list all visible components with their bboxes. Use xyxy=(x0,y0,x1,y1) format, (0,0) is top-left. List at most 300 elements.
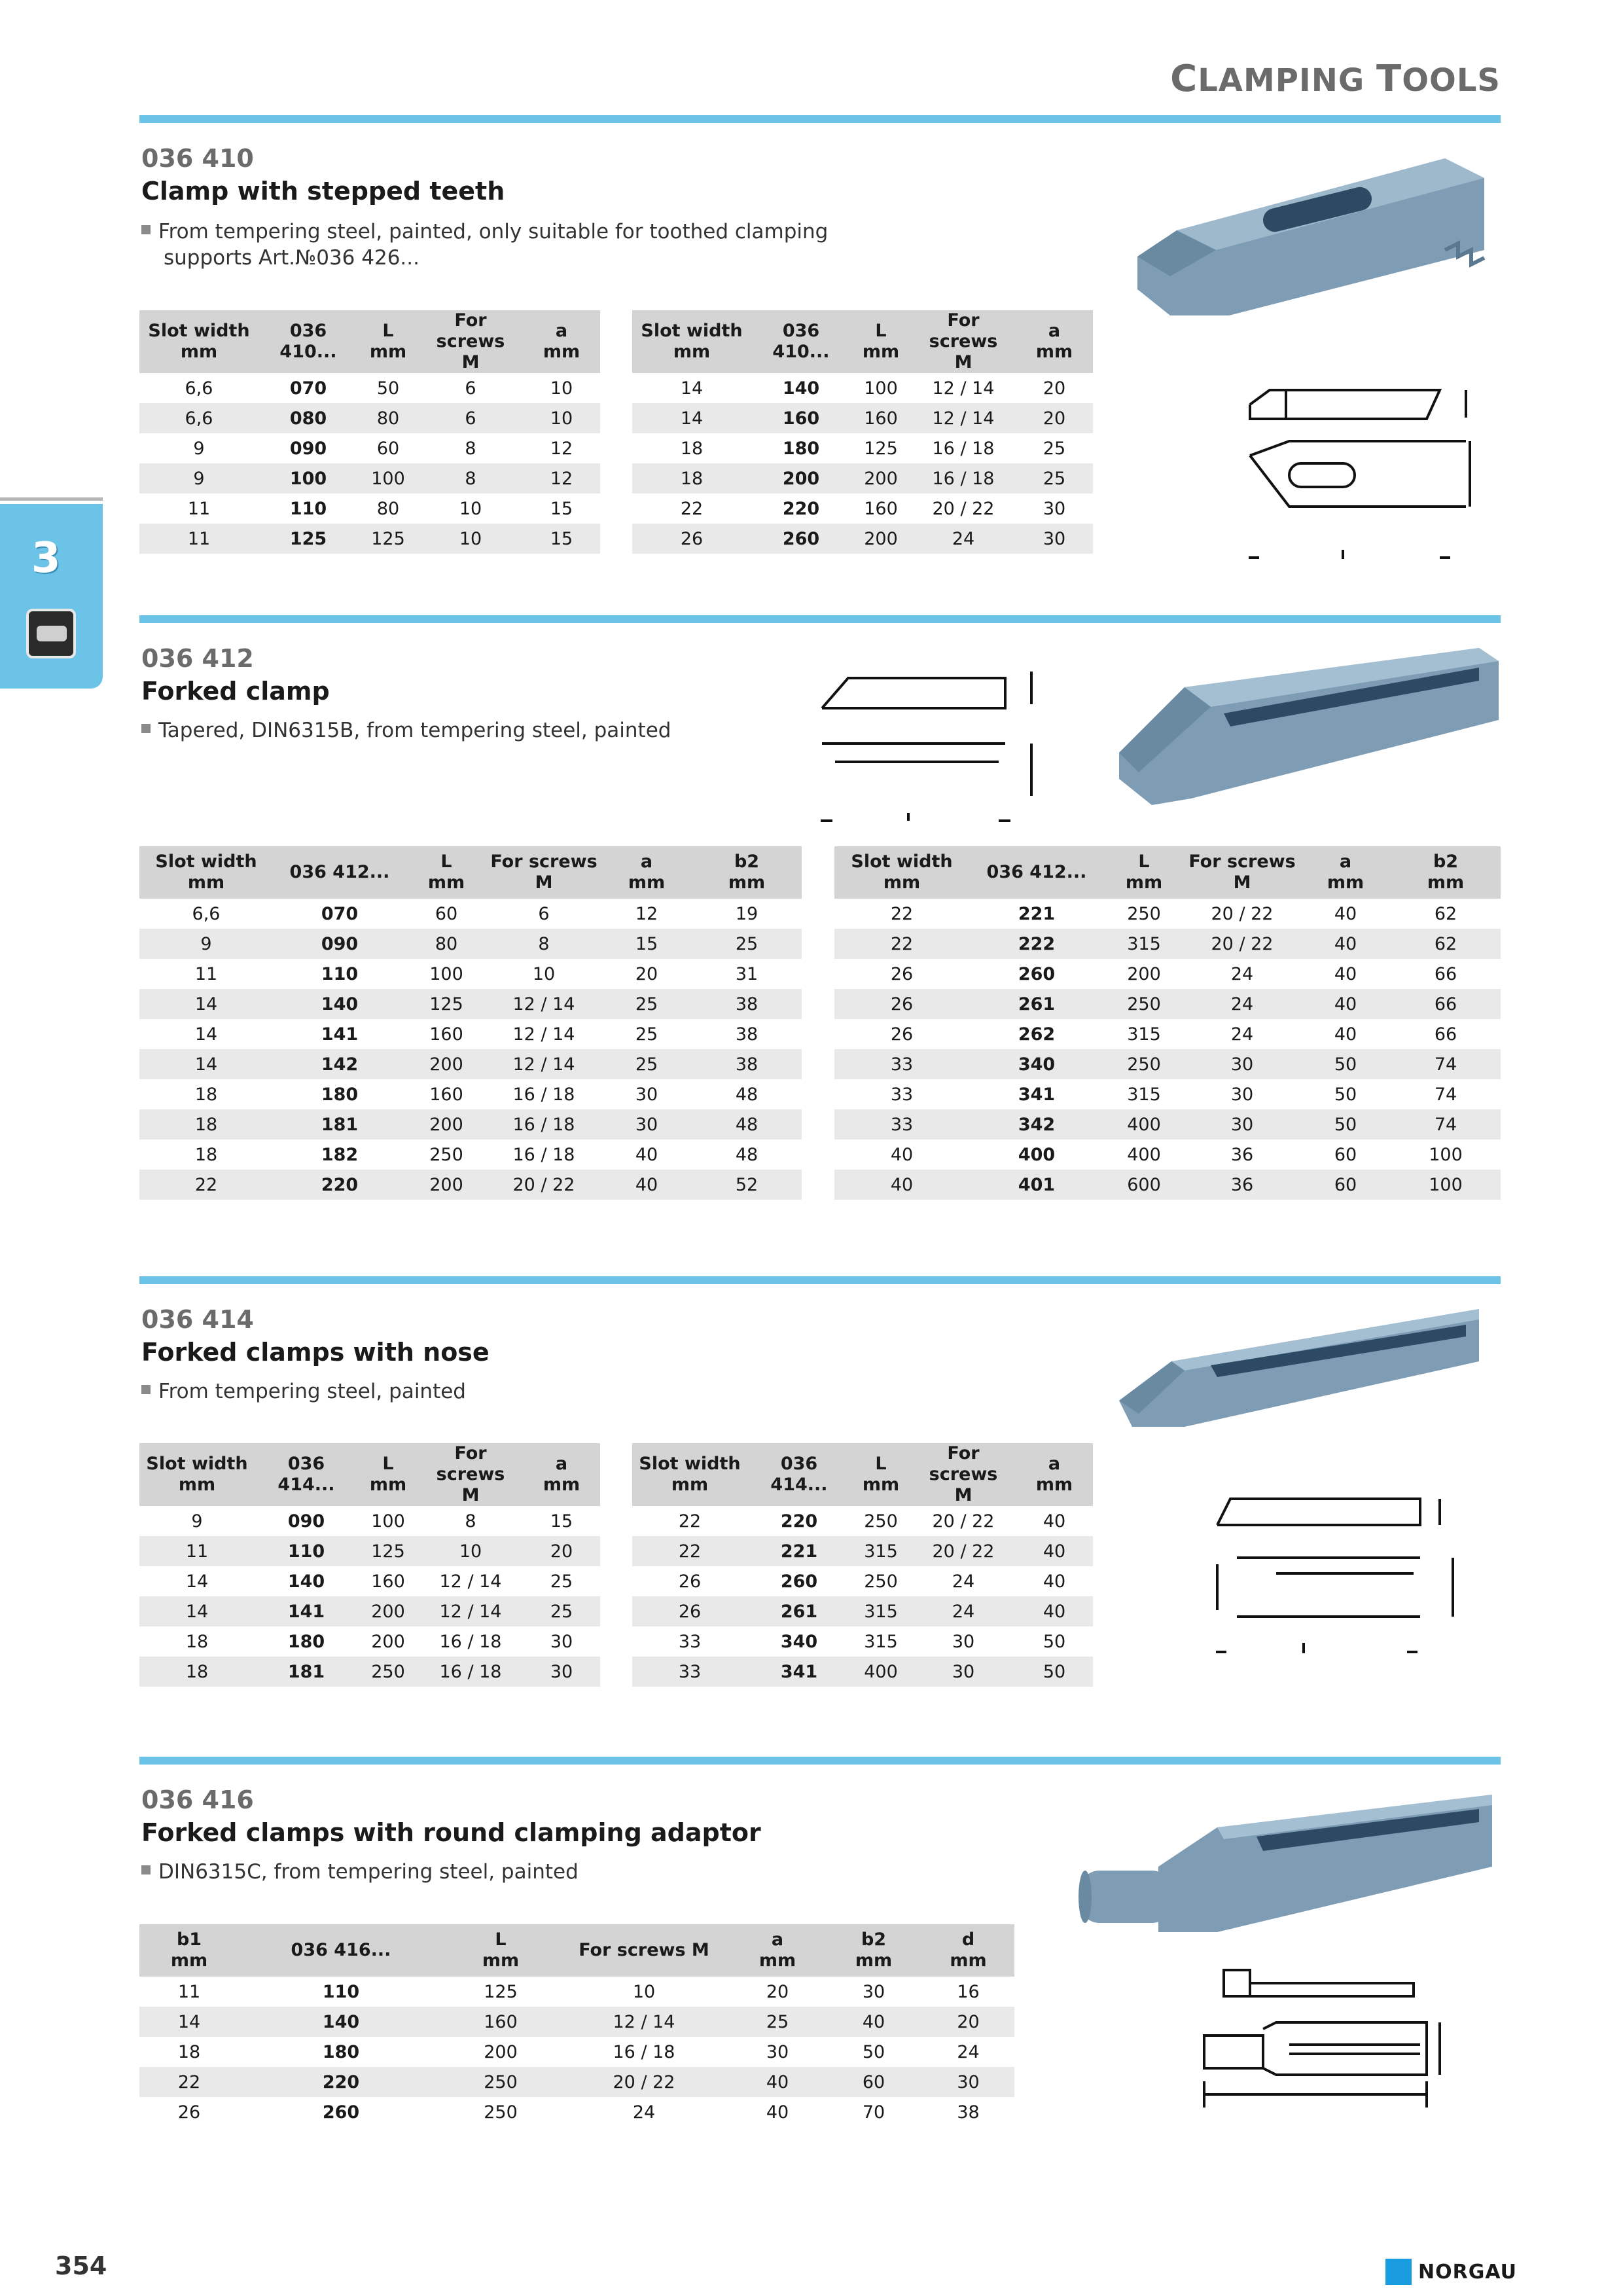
table-cell: 74 xyxy=(1391,1049,1501,1079)
table-cell: 100 xyxy=(1429,1144,1463,1165)
table-row xyxy=(834,929,1501,959)
brand-logo xyxy=(1385,2257,1517,2286)
table-row xyxy=(139,1657,600,1687)
table-cell: 40 xyxy=(825,2007,922,2037)
table-cell: 30 xyxy=(523,1657,600,1687)
table-cell: 26 xyxy=(890,963,914,984)
table-cell: 142 xyxy=(273,1049,406,1079)
table-cell: 160 xyxy=(751,403,851,433)
table-cell: 16 xyxy=(957,1981,980,2002)
table-cell: 220 xyxy=(273,1170,406,1200)
table-cell: 315 xyxy=(864,1631,898,1652)
table-cell: 8 xyxy=(465,1511,476,1532)
table-cell: 60 xyxy=(376,438,400,459)
col-slot-width: Slot width mm xyxy=(139,1443,255,1506)
table-cell: 200 xyxy=(1127,963,1161,984)
table-cell: 30 xyxy=(1230,1084,1254,1105)
table-cell: 12 / 14 xyxy=(439,1571,502,1592)
table-cell: 125 xyxy=(864,438,898,459)
table-cell: 10 xyxy=(550,378,573,399)
table-cell: 36 xyxy=(1184,1170,1300,1200)
table-cell: 14 xyxy=(139,1049,273,1079)
col-screws: For screws M xyxy=(558,1924,730,1977)
table-cell: 30 xyxy=(550,1631,573,1652)
col-length: L mm xyxy=(406,846,486,899)
brand-name: NORGAU xyxy=(1418,2260,1517,2284)
table-cell: 26 xyxy=(834,989,969,1019)
table-cell: 090 xyxy=(273,929,406,959)
table-cell: 10 xyxy=(418,524,523,554)
table-cell: 315 xyxy=(1104,929,1184,959)
table-cell: 15 xyxy=(550,498,573,519)
bullet-icon xyxy=(141,225,151,234)
table-row xyxy=(632,1657,1093,1687)
table-cell: 30 xyxy=(911,1657,1016,1687)
table-cell: 22 xyxy=(139,1170,273,1200)
table-cell: 26 xyxy=(678,1571,702,1592)
table-cell: 6,6 xyxy=(139,403,259,433)
table-cell: 10 xyxy=(532,963,556,984)
table-cell: 10 xyxy=(459,498,482,519)
table-cell: 8 xyxy=(465,438,476,459)
col-length: L mm xyxy=(1104,846,1184,899)
table-cell: 25 xyxy=(730,2007,825,2037)
table-row xyxy=(139,2007,1014,2037)
table-cell: 30 xyxy=(952,1631,975,1652)
table-cell: 22 xyxy=(890,903,914,924)
table-row xyxy=(632,463,1093,493)
table-cell: 250 xyxy=(1104,1049,1184,1079)
spec-table-left xyxy=(139,310,600,554)
table-header-row xyxy=(139,310,600,373)
table-cell: 40 xyxy=(834,1170,969,1200)
table-cell: 40 xyxy=(1016,1536,1093,1566)
table-cell: 38 xyxy=(957,2102,980,2123)
table-cell: 8 xyxy=(486,929,601,959)
table-row xyxy=(834,1079,1501,1109)
col-screws: For screws M xyxy=(486,846,601,899)
table-row xyxy=(834,989,1501,1019)
table-row xyxy=(139,1506,600,1536)
col-slot-width: Slot width mm xyxy=(834,846,969,899)
table-cell: 200 xyxy=(751,463,851,493)
table-row xyxy=(139,524,600,554)
table-cell: 200 xyxy=(406,1109,486,1139)
col-length: L mm xyxy=(358,1443,418,1506)
chapter-tab[interactable] xyxy=(0,504,103,689)
table-cell: 15 xyxy=(523,524,600,554)
table-cell: 26 xyxy=(177,2102,201,2123)
table-cell: 9 xyxy=(139,929,273,959)
table-cell: 30 xyxy=(635,1084,658,1105)
table-header-row xyxy=(632,310,1093,373)
side-tab-divider xyxy=(0,497,103,501)
table-cell: 30 xyxy=(922,2067,1014,2097)
spec-table-right xyxy=(632,310,1093,554)
table-cell: 19 xyxy=(735,903,758,924)
table-row xyxy=(139,1536,600,1566)
table-cell: 125 xyxy=(406,989,486,1019)
table-header-row xyxy=(139,1443,600,1506)
table-cell: 11 xyxy=(139,1536,255,1566)
table-row xyxy=(834,1139,1501,1170)
table-cell: 6,6 xyxy=(185,378,213,399)
table-cell: 48 xyxy=(735,1144,758,1165)
table-cell: 261 xyxy=(747,1596,851,1626)
table-cell: 25 xyxy=(523,1596,600,1626)
table-header-row xyxy=(139,846,802,899)
table-cell: 261 xyxy=(969,989,1104,1019)
table-cell: 16 / 18 xyxy=(486,1109,601,1139)
table-cell: 16 / 18 xyxy=(911,463,1016,493)
col-a: a mm xyxy=(601,846,692,899)
table-cell: 20 xyxy=(635,963,658,984)
table-cell: 110 xyxy=(289,498,327,519)
table-cell: 12 / 14 xyxy=(486,1049,601,1079)
table-cell: 50 xyxy=(376,378,400,399)
table-cell: 20 / 22 xyxy=(911,1536,1016,1566)
forked-clamp-adaptor-photo xyxy=(1073,1788,1505,1952)
table-cell: 24 xyxy=(952,1571,975,1592)
table-cell: 260 xyxy=(751,524,851,554)
table-cell: 25 xyxy=(635,1024,658,1045)
table-cell: 22 xyxy=(139,2067,239,2097)
table-cell: 60 xyxy=(1300,1170,1391,1200)
table-cell: 11 xyxy=(187,498,211,519)
table-cell: 220 xyxy=(782,498,820,519)
section-title: Clamp with stepped teeth xyxy=(141,177,505,206)
table-cell: 250 xyxy=(864,1571,898,1592)
table-cell: 160 xyxy=(851,403,911,433)
col-article: 036 410... xyxy=(259,310,358,373)
table-cell: 33 xyxy=(632,1657,747,1687)
table-cell: 40 xyxy=(601,1170,692,1200)
table-cell: 315 xyxy=(851,1536,911,1566)
section-title: Forked clamps with round clamping adaptor xyxy=(141,1818,761,1847)
table-cell: 62 xyxy=(1391,929,1501,959)
table-row xyxy=(139,989,802,1019)
table-row xyxy=(139,1139,802,1170)
table-cell: 140 xyxy=(239,2007,443,2037)
table-cell: 24 xyxy=(911,1596,1016,1626)
table-row xyxy=(632,1596,1093,1626)
table-row xyxy=(139,493,600,524)
table-cell: 30 xyxy=(1016,524,1093,554)
table-cell: 125 xyxy=(484,1981,518,2002)
table-cell: 11 xyxy=(177,1981,201,2002)
table-cell: 9 xyxy=(193,438,205,459)
table-cell: 200 xyxy=(851,524,911,554)
table-cell: 25 xyxy=(1043,438,1066,459)
table-cell: 9 xyxy=(139,463,259,493)
col-slot-width: Slot width mm xyxy=(139,310,259,373)
table-row xyxy=(834,1170,1501,1200)
table-cell: 10 xyxy=(418,1536,523,1566)
table-cell: 141 xyxy=(255,1596,358,1626)
table-cell: 20 / 22 xyxy=(932,1511,995,1532)
table-cell: 20 xyxy=(922,2007,1014,2037)
col-article: 036 410... xyxy=(751,310,851,373)
spec-table-left xyxy=(139,846,802,1200)
table-cell: 18 xyxy=(139,1109,273,1139)
table-row xyxy=(139,899,802,929)
table-row xyxy=(139,1019,802,1049)
table-cell: 221 xyxy=(1018,903,1056,924)
col-article: 036 414... xyxy=(747,1443,851,1506)
table-row xyxy=(139,433,600,463)
table-row xyxy=(632,1536,1093,1566)
table-cell: 50 xyxy=(1016,1657,1093,1687)
col-a: a mm xyxy=(1016,1443,1093,1506)
table-cell: 160 xyxy=(864,498,898,519)
table-row xyxy=(632,1566,1093,1596)
table-cell: 100 xyxy=(259,463,358,493)
bullet-icon xyxy=(141,724,151,733)
col-b1: b1 mm xyxy=(139,1924,239,1977)
table-cell: 6 xyxy=(538,903,550,924)
table-cell: 181 xyxy=(273,1109,406,1139)
table-cell: 20 xyxy=(766,1981,789,2002)
table-cell: 50 xyxy=(1300,1109,1391,1139)
col-a: a mm xyxy=(1016,310,1093,373)
table-cell: 40 xyxy=(1334,903,1357,924)
table-row xyxy=(139,1170,802,1200)
table-row xyxy=(632,493,1093,524)
table-cell: 250 xyxy=(484,2102,518,2123)
col-screws: For screws M xyxy=(911,310,1016,373)
table-cell: 80 xyxy=(406,929,486,959)
table-cell: 20 xyxy=(1016,403,1093,433)
table-cell: 24 xyxy=(1184,989,1300,1019)
table-cell: 25 xyxy=(550,1571,573,1592)
table-row xyxy=(632,403,1093,433)
table-row xyxy=(834,1109,1501,1139)
table-cell: 12 / 14 xyxy=(558,2007,730,2037)
table-cell: 340 xyxy=(969,1049,1104,1079)
col-screws: For screws M xyxy=(1184,846,1300,899)
table-row xyxy=(139,1049,802,1079)
table-cell: 222 xyxy=(969,929,1104,959)
table-cell: 66 xyxy=(1434,963,1457,984)
table-cell: 110 xyxy=(321,963,359,984)
table-cell: 50 xyxy=(1043,1631,1066,1652)
table-cell: 180 xyxy=(782,438,820,459)
table-row xyxy=(139,1626,600,1657)
table-cell: 20 / 22 xyxy=(486,1170,601,1200)
table-cell: 400 xyxy=(1127,1144,1161,1165)
col-length: L mm xyxy=(851,1443,911,1506)
table-cell: 30 xyxy=(1184,1109,1300,1139)
table-cell: 141 xyxy=(321,1024,359,1045)
table-row xyxy=(632,373,1093,403)
table-row xyxy=(139,1566,600,1596)
table-row xyxy=(139,1596,600,1626)
table-cell: 110 xyxy=(255,1536,358,1566)
table-cell: 18 xyxy=(680,438,704,459)
table-cell: 60 xyxy=(435,903,458,924)
table-cell: 160 xyxy=(443,2007,558,2037)
table-cell: 15 xyxy=(601,929,692,959)
table-cell: 12 / 14 xyxy=(486,989,601,1019)
table-cell: 160 xyxy=(371,1571,405,1592)
table-cell: 070 xyxy=(289,378,327,399)
section-divider xyxy=(139,615,1501,623)
table-cell: 16 / 18 xyxy=(418,1657,523,1687)
table-cell: 52 xyxy=(692,1170,802,1200)
table-cell: 33 xyxy=(678,1631,702,1652)
table-row xyxy=(139,1977,1014,2007)
logo-square-icon xyxy=(1385,2259,1412,2285)
stepped-clamp-photo xyxy=(1131,152,1497,322)
table-cell: 14 xyxy=(139,989,273,1019)
section-description: Tapered, DIN6315B, from tempering steel, painted xyxy=(141,717,671,744)
table-row xyxy=(834,899,1501,929)
table-cell: 400 xyxy=(1018,1144,1056,1165)
col-slot-width: Slot width mm xyxy=(632,1443,747,1506)
table-cell: 200 xyxy=(406,1170,486,1200)
table-cell: 16 / 18 xyxy=(439,1631,502,1652)
spec-table-left xyxy=(139,1443,600,1687)
table-cell: 342 xyxy=(969,1109,1104,1139)
chapter-number: 3 xyxy=(31,534,61,583)
table-cell: 30 xyxy=(862,1981,885,2002)
table-cell: 22 xyxy=(678,1511,702,1532)
table-row xyxy=(139,959,802,989)
col-length: L mm xyxy=(443,1924,558,1977)
table-cell: 50 xyxy=(1334,1084,1357,1105)
table-cell: 36 xyxy=(1230,1144,1254,1165)
table-cell: 12 / 14 xyxy=(418,1596,523,1626)
table-cell: 100 xyxy=(358,463,418,493)
table-cell: 48 xyxy=(735,1084,758,1105)
table-cell: 18 xyxy=(632,463,751,493)
table-cell: 12 xyxy=(635,903,658,924)
table-cell: 401 xyxy=(969,1170,1104,1200)
table-cell: 250 xyxy=(358,1657,418,1687)
table-cell: 160 xyxy=(429,1084,463,1105)
table-header-row xyxy=(834,846,1501,899)
col-b2: b2 mm xyxy=(692,846,802,899)
col-article: 036 412... xyxy=(273,846,406,899)
table-cell: 80 xyxy=(358,403,418,433)
table-cell: 25 xyxy=(601,989,692,1019)
table-cell: 080 xyxy=(259,403,358,433)
table-cell: 140 xyxy=(273,989,406,1019)
table-row xyxy=(632,1626,1093,1657)
table-cell: 110 xyxy=(322,1981,360,2002)
table-cell: 60 xyxy=(825,2067,922,2097)
table-cell: 14 xyxy=(680,378,704,399)
table-cell: 22 xyxy=(680,498,704,519)
table-cell: 40 xyxy=(1334,963,1357,984)
table-cell: 6 xyxy=(418,403,523,433)
section-divider xyxy=(139,1757,1501,1765)
table-cell: 341 xyxy=(1018,1084,1056,1105)
table-row xyxy=(632,524,1093,554)
table-cell: 250 xyxy=(864,1511,898,1532)
table-cell: 60 xyxy=(1334,1144,1357,1165)
table-cell: 24 xyxy=(1230,1024,1254,1045)
table-row xyxy=(139,929,802,959)
bullet-icon xyxy=(141,1385,151,1394)
table-cell: 14 xyxy=(194,1024,218,1045)
table-row xyxy=(139,2097,1014,2127)
table-cell: 14 xyxy=(139,1596,255,1626)
table-cell: 20 / 22 xyxy=(1211,903,1274,924)
forked-clamp-drawing xyxy=(809,658,1071,829)
table-cell: 8 xyxy=(418,463,523,493)
table-cell: 20 / 22 xyxy=(932,498,995,519)
col-article: 036 414... xyxy=(255,1443,358,1506)
table-cell: 50 xyxy=(1300,1049,1391,1079)
table-cell: 31 xyxy=(735,963,758,984)
table-cell: 180 xyxy=(321,1084,359,1105)
col-a: a mm xyxy=(523,310,600,373)
table-cell: 182 xyxy=(321,1144,359,1165)
table-cell: 16 / 18 xyxy=(613,2041,675,2062)
table-cell: 18 xyxy=(185,1631,209,1652)
table-header-row xyxy=(632,1443,1093,1506)
table-cell: 100 xyxy=(371,1511,405,1532)
spec-table xyxy=(139,1924,1014,2127)
table-cell: 315 xyxy=(1127,1024,1161,1045)
table-cell: 40 xyxy=(635,1144,658,1165)
table-cell: 220 xyxy=(780,1511,818,1532)
table-cell: 180 xyxy=(322,2041,360,2062)
table-cell: 74 xyxy=(1434,1084,1457,1105)
table-cell: 125 xyxy=(358,1536,418,1566)
table-cell: 30 xyxy=(1043,498,1066,519)
table-cell: 125 xyxy=(358,524,418,554)
col-length: L mm xyxy=(851,310,911,373)
table-row xyxy=(834,1049,1501,1079)
table-cell: 090 xyxy=(289,438,327,459)
col-length: L mm xyxy=(358,310,418,373)
section-divider xyxy=(139,1276,1501,1284)
table-row xyxy=(834,1019,1501,1049)
table-cell: 30 xyxy=(1184,1049,1300,1079)
article-number: 036 414 xyxy=(141,1305,254,1334)
col-a: a mm xyxy=(730,1924,825,1977)
section-title: Forked clamp xyxy=(141,677,330,706)
table-cell: 341 xyxy=(747,1657,851,1687)
table-cell: 221 xyxy=(747,1536,851,1566)
table-cell: 14 xyxy=(632,403,751,433)
table-cell: 400 xyxy=(851,1657,911,1687)
table-cell: 12 xyxy=(523,463,600,493)
table-cell: 11 xyxy=(139,524,259,554)
table-cell: 80 xyxy=(376,498,400,519)
bullet-icon xyxy=(141,1865,151,1874)
table-cell: 48 xyxy=(692,1109,802,1139)
table-cell: 74 xyxy=(1391,1109,1501,1139)
table-cell: 24 xyxy=(632,2102,656,2123)
table-cell: 100 xyxy=(864,378,898,399)
table-cell: 090 xyxy=(287,1511,325,1532)
table-cell: 40 xyxy=(1300,989,1391,1019)
col-a: a mm xyxy=(1300,846,1391,899)
table-cell: 25 xyxy=(1016,463,1093,493)
table-cell: 22 xyxy=(632,1536,747,1566)
table-cell: 340 xyxy=(780,1631,818,1652)
table-cell: 100 xyxy=(429,963,463,984)
table-cell: 22 xyxy=(834,929,969,959)
table-cell: 070 xyxy=(321,903,359,924)
table-cell: 12 / 14 xyxy=(911,403,1016,433)
col-article: 036 412... xyxy=(969,846,1104,899)
table-cell: 100 xyxy=(1391,1170,1501,1200)
table-cell: 15 xyxy=(550,1511,573,1532)
